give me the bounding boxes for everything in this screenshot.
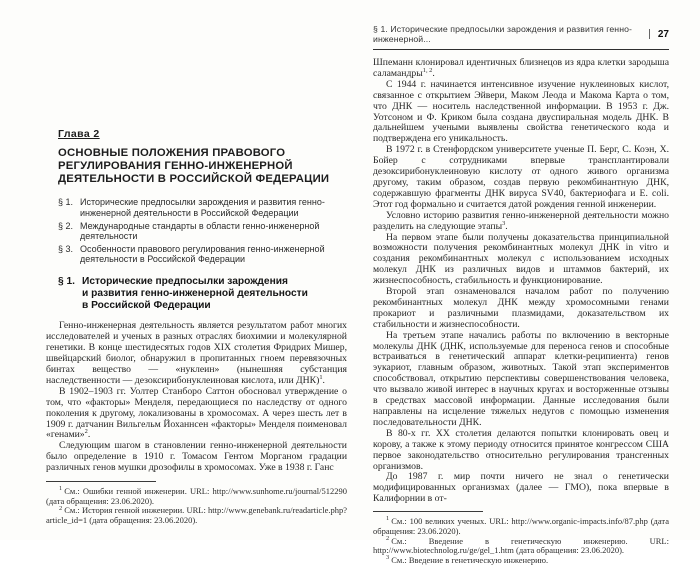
toc-item (58, 197, 347, 218)
text-segment: До 1987 г. мир почти ничего не знал о генетически модифицированных организмах (далее — ГМО), пока впервые в Калифорнии в от- (373, 471, 669, 505)
chapter-toc (58, 197, 347, 265)
toc-item-number: § 2. (58, 220, 74, 231)
paragraph (373, 145, 669, 210)
footnote-marker: 2 (386, 534, 390, 542)
footnote-rule (373, 511, 483, 512)
running-header (373, 24, 669, 50)
text-segment: Второй этап ознаменовался началом работ по получению рекомбинантных молекул ДНК между хромосомными генами прокариот и различными плазмидами, доказательством их стабильности и жизнеспособности. (373, 286, 669, 330)
footnote-marker: 3 (386, 554, 390, 562)
footnote (373, 517, 669, 536)
section-heading (58, 276, 347, 311)
paragraph (46, 387, 347, 442)
section-heading-line: и развития генно-инженерной деятельности (82, 287, 308, 299)
paragraph (373, 58, 669, 80)
footnote (46, 506, 347, 525)
footnote (373, 556, 669, 566)
chapter-title (58, 147, 347, 185)
paragraph (373, 211, 669, 233)
footnote-text: См.: Введение в генетическую инженерию. (391, 554, 549, 565)
left-page-body (46, 321, 347, 474)
left-page-footnotes (46, 481, 347, 526)
text-segment: С 1944 г. начинается интенсивное изучение нуклеиновых кислот, связанное с открытием Эйвери, Маком Леода и Макома Карта о том, что ДНК — носитель наследственной информации. В 1953 г. Дж. Уотсоном и Ф. Криком была создана двуспиральная модель ДНК. В дальнейшем учеными выявлены свойства генетического кода и подтверждена его уникальность. (373, 78, 669, 145)
paragraph (373, 233, 669, 288)
paragraph (373, 287, 669, 331)
section-heading-line: в Российской Федерации (82, 299, 211, 311)
footnote-ref: 3 (502, 219, 506, 227)
page-right (373, 24, 669, 566)
page-number: 27 (657, 28, 669, 40)
toc-item-text: Особенности правового регулирования генно-инженерной деятельности в Российской Федерации (80, 243, 325, 265)
footnote-text: См.: Введение в генетическую инженерию. URL: http://www.biotechnolog.ru/ge/gel_1.htm (дата обращения: 23.06.2020). (373, 535, 669, 556)
footnote-text: См.: История генной инженерии. URL: http://www.genebank.ru/readarticle.php?article_id=1 (дата обращения: 23.06.2020). (46, 505, 347, 526)
chapter-title-line: РЕГУЛИРОВАНИЯ ГЕННО-ИНЖЕНЕРНОЙ (58, 159, 293, 172)
footnote-ref: 1, 2 (422, 66, 433, 74)
text-segment: В 1972 г. в Стенфордском университете ученые П. Берг, С. Коэн, Х. Бойер с сотрудниками впервые трансплантировали дезоксирибонуклеиновую кислоту от одного живого организма другому, таким образом, создав первую рекомбинантную ДНК, содержавшую фрагменты ДНК вируса SV40, бактериофага и E. coli. Этот год формально и считается датой рождения генной инженерии. (373, 144, 669, 210)
footnote-ref: 2 (84, 428, 88, 436)
text-segment: На первом этапе были получены доказательства принципиальной возможности получения рекомбинантных молекул ДНК in vitro и создания рекомбинантных молекул с использованием исходных молекул ДНК из различных видов и штаммов бактерий, их жизнеспособность, стабильность и функционирование. (373, 231, 669, 287)
text-segment: Генно-инженерная деятельность является результатом работ многих исследователей и ученых в разных отраслях биохимии и молекулярной генетики. В конце шестидесятых годов XIX столетия Фридрих Мишер, швейцарский биолог, обнаружил в пропитанных гноем перевязочных бинтах вещество — «нуклеин» (нынешняя субстанция наследственности — дезоксирибонуклеиновая кислота, или ДНК) (46, 320, 347, 386)
chapter-label: Глава 2 (58, 128, 100, 140)
footnote-text: См.: Ошибки генной инженерии. URL: http://www.sunhome.ru/journal/512290 (дата обращения: 23.06.2020). (46, 486, 347, 506)
toc-item-number: § 3. (58, 243, 74, 254)
page-left (46, 128, 347, 526)
footnote-marker: 1 (59, 485, 63, 493)
toc-item-text: Исторические предпосылки зарождения и развития генно-инженерной деятельности в Российской Федерации (80, 197, 325, 218)
chapter-head-block (58, 128, 347, 311)
text-segment: В 1902–1903 гг. Уолтер Станборо Саттон обосновал утверждение о том, что «факторы» Менделя, передающиеся по наследству от одного поколения к другому, локализованы в хромосомах. А через шесть лет в 1909 г. датчанин Вильгельм Йоханнсен «факторы» Менделя поименовал «генами» (46, 385, 347, 441)
toc-item-number: § 1. (58, 197, 74, 208)
paragraph (373, 429, 669, 473)
paragraph (373, 331, 669, 429)
paragraph (373, 80, 669, 145)
paragraph (46, 441, 347, 474)
section-heading-text (82, 276, 308, 311)
chapter-title-line: ДЕЯТЕЛЬНОСТИ В РОССИЙСКОЙ ФЕДЕРАЦИИ (58, 172, 330, 185)
toc-item (58, 221, 347, 242)
footnote-marker: 1 (386, 515, 390, 523)
paragraph (46, 321, 347, 386)
footnote-marker: 2 (59, 504, 63, 512)
text-segment: В 80-х гг. XX столетия делаются попытки клонировать овец и корову, а также к этому периоду относится принятое конгрессом США первое законодательство относительно регулирования трансгенных организмов. (373, 427, 669, 472)
footnote (46, 487, 347, 506)
toc-item-text: Международные стандарты в области генно-инженерной деятельности (80, 220, 320, 242)
text-segment: На третьем этапе начались работы по включению в векторные молекулы ДНК (ДНК, используемые для переноса генов и способные встраиваться в генетический аппарат клетки-реципиента) генов эукариот, главным образом, животных. Такой этап экспериментов способствовал, открытию перспективы совершенствования человека, что вызвало живой интерес в научных кругах и восторженные отзывы в средствах массовой информации. Данные исследования были направлены на исцеление тяжелых недугов с помощью изменения последовательности ДНК. (373, 329, 669, 428)
text-segment: Шпеманн клонировал идентичных близнецов из ядра клетки зародыша саламандры (373, 57, 669, 79)
footnote-ref: 1 (319, 373, 323, 381)
text-segment: Следующим шагом в становлении генно-инженерной деятельности было определение в 1910 г. Томасом Гентом Морганом градации различных генов мушки дрозофилы в хромосомах. Уже в 1938 г. Ганс (46, 440, 347, 474)
text-segment: . (322, 374, 325, 386)
toc-item (58, 244, 347, 265)
header-divider (649, 29, 650, 39)
footnote-text: См.: 100 великих ученых. URL: http://www.organic-impacts.info/87.php (дата обращения: 23.06.2020). (373, 516, 669, 536)
text-segment: . (432, 67, 435, 79)
right-page-body (373, 58, 669, 505)
footnote-rule (46, 481, 156, 482)
section-heading-line: Исторические предпосылки зарождения (82, 275, 288, 287)
footnote (373, 534, 669, 556)
text-segment: . (87, 429, 91, 441)
text-segment: . (505, 220, 508, 232)
section-heading-number: § 1. (58, 275, 75, 287)
chapter-title-line: ОСНОВНЫЕ ПОЛОЖЕНИЯ ПРАВОВОГО (58, 147, 286, 159)
right-page-footnotes (373, 511, 669, 566)
text-segment: Условно историю развития генно-инженерной деятельности можно разделить на следующие этапы (373, 209, 669, 232)
running-header-title: § 1. Исторические предпосылки зарождения и развития генно-инженерной... (373, 24, 633, 44)
paragraph (373, 472, 669, 505)
